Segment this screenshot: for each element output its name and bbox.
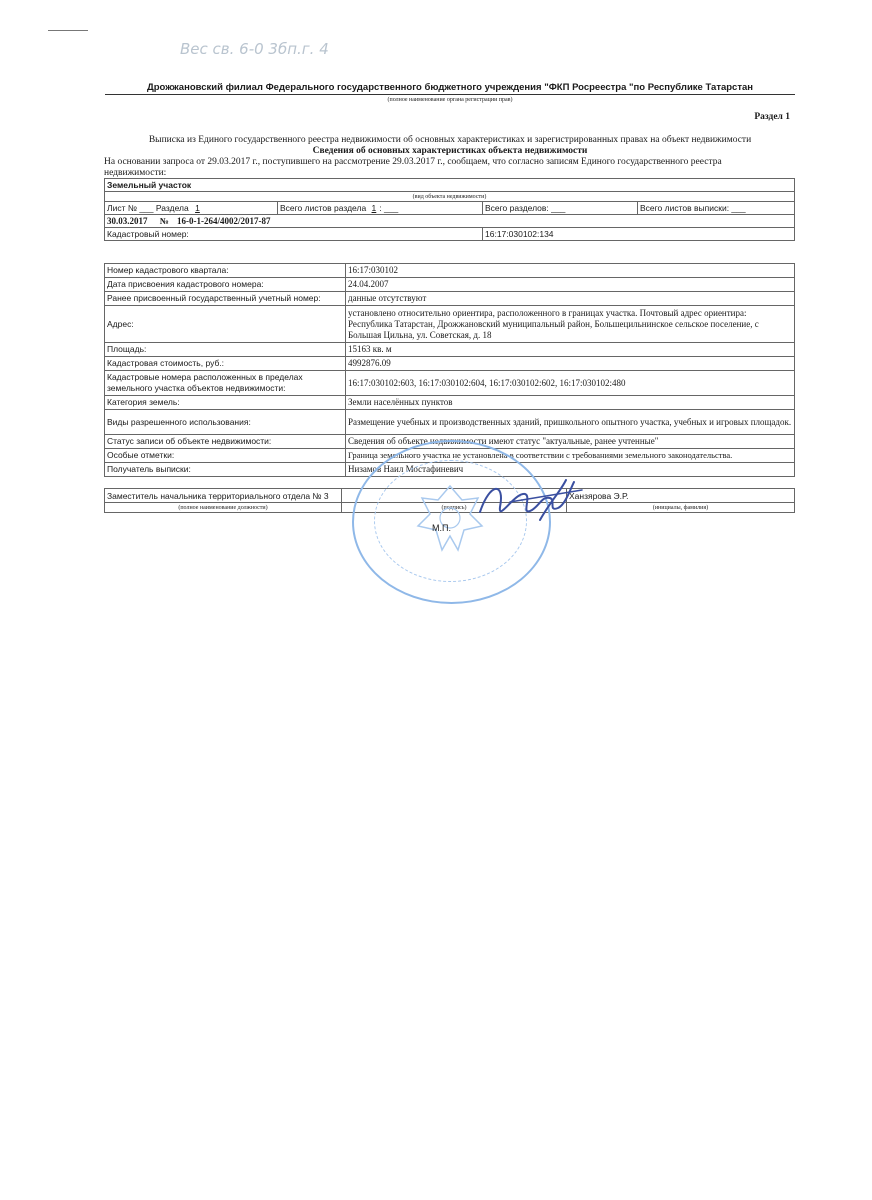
detail-label: Получатель выписки: [105,463,346,477]
total-section-sheets-suffix: : ___ [379,203,399,213]
organization-caption: (полное наименование органа регистрации прав) [387,97,513,103]
record-number-row [105,215,795,228]
detail-value: 24.04.2007 [346,278,795,292]
total-sections: Всего разделов: ___ [483,202,638,215]
detail-value: Сведения об объекте недвижимости имеют статус "актуальные, ранее учтенные" [346,435,795,449]
section-label: Раздел 1 [754,112,790,122]
detail-value: 4992876.09 [346,357,795,371]
object-type: Земельный участок [105,179,795,192]
section-number: 1 [195,203,200,213]
detail-label: Кадастровые номера расположенных в пределах земельного участка объектов недвижимости: [105,371,346,396]
detail-value: 16:17:030102:603, 16:17:030102:604, 16:17:030102:602, 16:17:030102:480 [346,371,795,396]
detail-value: Размещение учебных и производственных зданий, пришкольного опытного участка, учебных и игровых площадок. [346,410,795,435]
detail-row [105,292,795,306]
detail-row [105,264,795,278]
detail-value: данные отсутствуют [346,292,795,306]
document-title: Выписка из Единого государственного реестра недвижимости об основных характеристиках и зарегистрированных правах на объект недвижимости [148,135,752,145]
total-extract-sheets: Всего листов выписки: ___ [638,202,795,215]
detail-row [105,357,795,371]
detail-value: установлено относительно ориентира, расположенного в границах участка. Почтовый адрес ориентира: Республика Татарстан, Дрожжановский муниципальный район, Большецильнинское сельское поселение, с Большая Цильна, ул. Советская, д. 18 [346,306,795,343]
detail-label: Ранее присвоенный государственный учетный номер: [105,292,346,306]
sheet-cell [105,202,278,215]
detail-label: Адрес: [105,306,346,343]
detail-value: Низамов Наил Мостафиневич [346,463,795,477]
detail-label: Категория земель: [105,396,346,410]
detail-row [105,306,795,343]
detail-label: Площадь: [105,343,346,357]
object-type-caption: (вид объекта недвижимости) [105,192,795,202]
detail-value: 15163 кв. м [346,343,795,357]
top-dash [48,30,88,31]
cadastral-number-label: Кадастровый номер: [105,228,483,241]
detail-value: 16:17:030102 [346,264,795,278]
detail-row [105,396,795,410]
signer-position: Заместитель начальника территориального отдела № 3 [105,489,342,503]
organization-underline [105,94,795,95]
position-caption: (полное наименование должности) [105,503,342,513]
detail-row [105,278,795,292]
document-subtitle: Сведения об основных характеристиках объекта недвижимости [312,146,588,156]
cadastral-number: 16:17:030102:134 [483,228,795,241]
detail-label: Дата присвоения кадастрового номера: [105,278,346,292]
detail-label: Номер кадастрового квартала: [105,264,346,278]
record-number: 16-0-1-264/4002/2017-87 [177,216,271,226]
sheet-label: Лист № [107,203,137,213]
detail-value: Граница земельного участка не установлена в соответствии с требованиями земельного законодательства. [346,449,795,463]
sheet-blank: ___ [139,203,154,213]
signature-scribble [470,472,590,532]
record-date: 30.03.2017 [107,216,148,226]
signature-caption: (подпись) [342,503,567,513]
intro-text: На основании запроса от 29.03.2017 г., поступившего на рассмотрение 29.03.2017 г., сообщаем, что согласно записям Единого государственного реестра недвижимости: [104,157,722,178]
detail-row [105,371,795,396]
detail-row [105,343,795,357]
name-caption: (инициалы, фамилия) [567,503,795,513]
signer-name: Ханзярова Э.Р. [567,489,795,503]
handwritten-note: Вес св. 6-0 3бп.г. 4 [180,40,329,58]
detail-label: Особые отметки: [105,449,346,463]
total-section-sheets-cell [278,202,483,215]
detail-value: Земли населённых пунктов [346,396,795,410]
organization-name: Дрожжановский филиал Федерального государственного бюджетного учреждения "ФКП Росреестра "по Республике Татарстан [146,82,754,93]
section-label-inline: Раздела [155,203,189,213]
stamp-label: М.П. [432,523,451,533]
total-section-sheets-number: 1 [371,203,377,213]
detail-label: Кадастровая стоимость, руб.: [105,357,346,371]
record-number-label: № [159,216,169,226]
total-section-sheets-label: Всего листов раздела [280,203,367,213]
object-header-table [104,178,795,241]
detail-label: Виды разрешенного использования: [105,410,346,435]
detail-row [105,410,795,435]
detail-label: Статус записи об объекте недвижимости: [105,435,346,449]
